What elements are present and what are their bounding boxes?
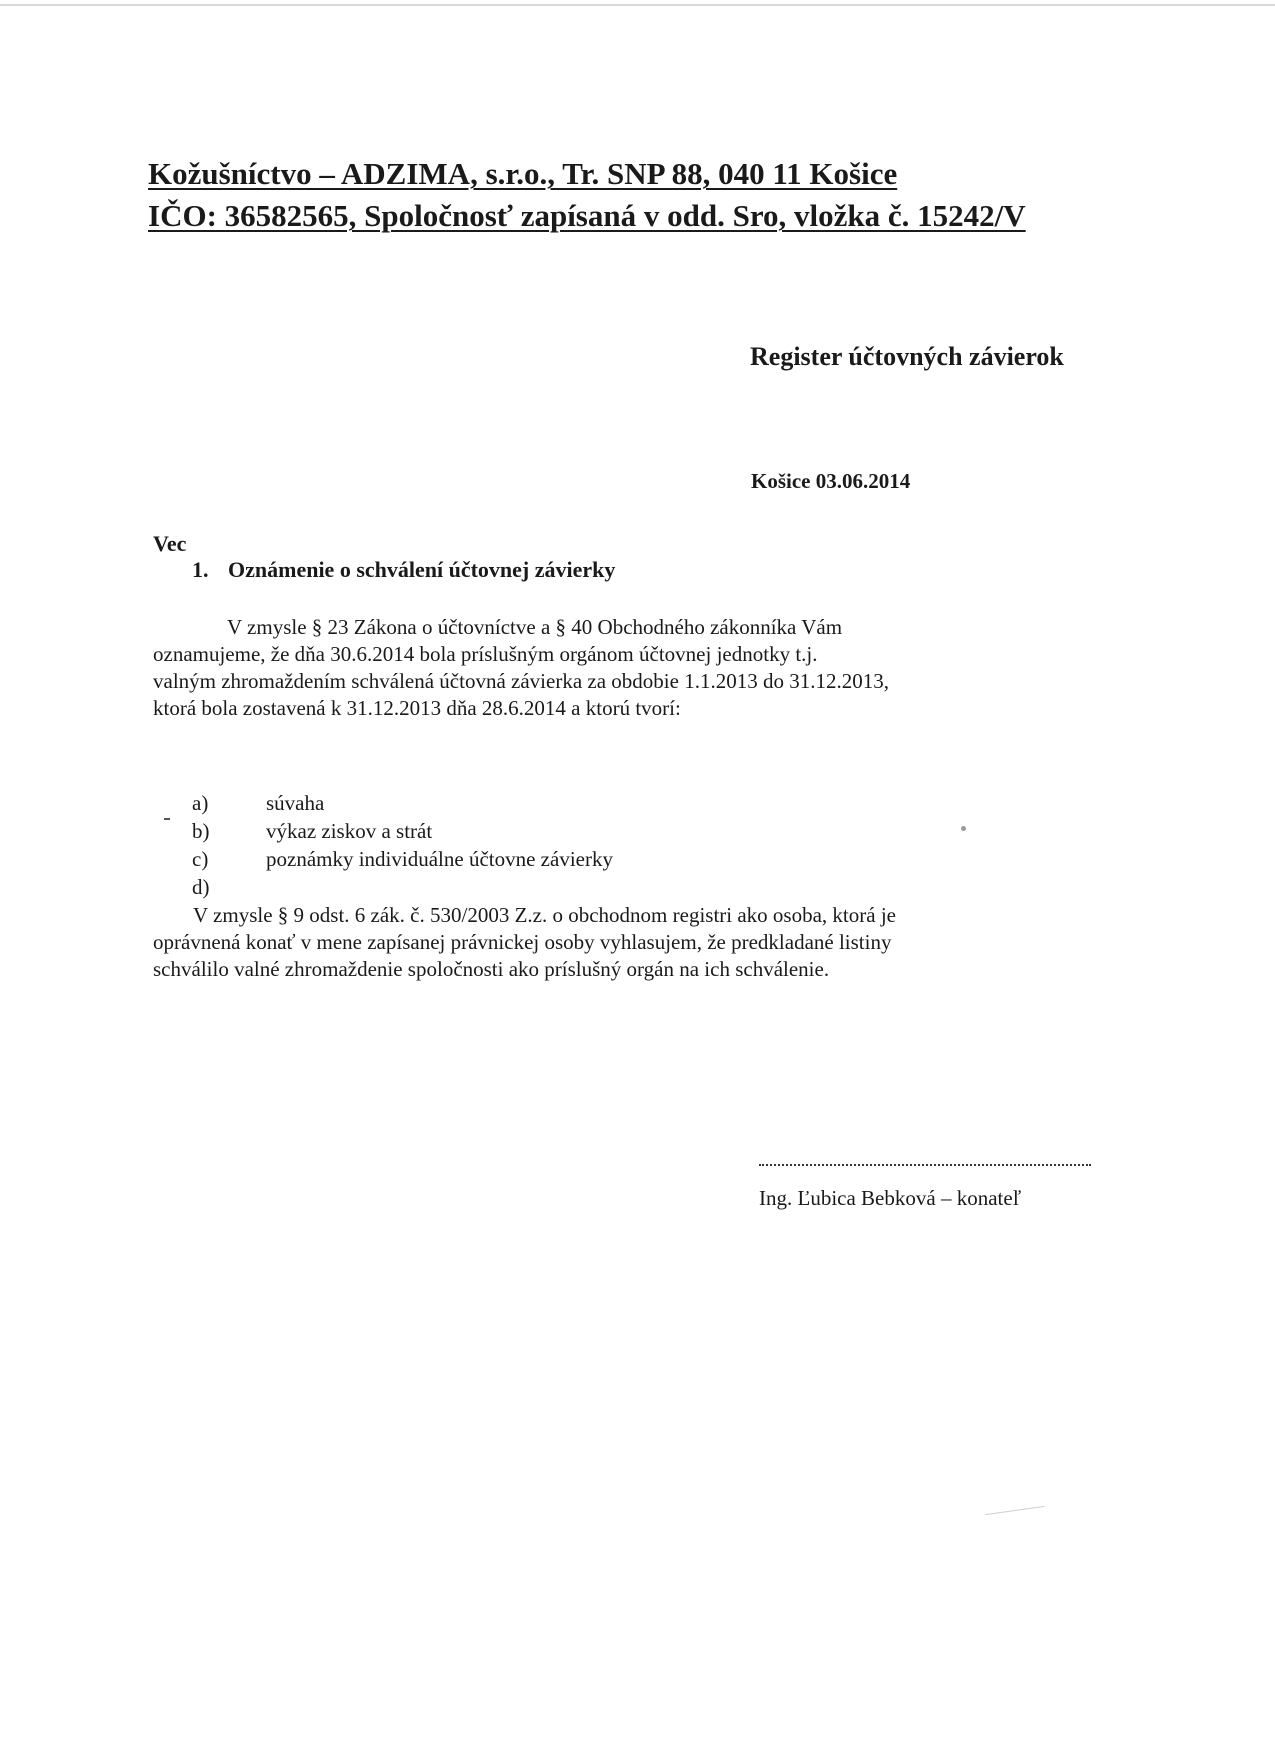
list-item-marker: c) [192, 847, 209, 871]
signature-line [759, 1164, 1091, 1166]
signatory-name: Ing. Ľubica Bebková – konateľ [759, 1186, 1022, 1210]
company-header-line-1: Kožušníctvo – ADZIMA, s.r.o., Tr. SNP 88, 040 11 Košice [148, 156, 898, 191]
company-header-line-2: IČO: 36582565, Spoločnosť zapísaná v odd. Sro, vložka č. 15242/V [148, 198, 1026, 233]
subject-line [192, 557, 615, 583]
list-item [192, 817, 613, 845]
declaration-line-2: oprávnená konať v mene zapísanej právnickej osoby vyhlasujem, že predkladané listiny [153, 930, 892, 954]
notice-line-1: V zmysle § 23 Zákona o účtovníctve a § 40 Obchodného zákonníka Vám [227, 615, 843, 639]
subject-label: Vec [153, 531, 187, 556]
notice-paragraph [153, 614, 889, 722]
list-item [192, 789, 613, 817]
list-item-text: poznámky individuálne účtovne závierky [266, 847, 613, 871]
list-item-marker: d) [192, 875, 210, 899]
declaration-paragraph [153, 902, 896, 983]
list-item-marker: b) [192, 819, 210, 843]
list-item-marker: a) [192, 791, 209, 815]
scan-stray-mark [985, 1506, 1045, 1515]
recipient-title: Register účtovných závierok [750, 342, 1064, 371]
notice-line-4: ktorá bola zostavená k 31.12.2013 dňa 28.6.2014 a ktorú tvorí: [153, 696, 681, 720]
list-item-text: súvaha [266, 791, 325, 815]
list-item [192, 873, 613, 901]
declaration-line-1: V zmysle § 9 odst. 6 zák. č. 530/2003 Z.z. o obchodnom registri ako osoba, ktorá je [193, 903, 896, 927]
notice-line-3: valným zhromaždením schválená účtovná závierka za obdobie 1.1.2013 do 31.12.2013, [153, 669, 889, 693]
handwritten-dash-mark [164, 818, 170, 820]
scan-speck [961, 826, 966, 831]
list-item [192, 845, 613, 873]
statement-components-list [192, 789, 613, 901]
place-and-date: Košice 03.06.2014 [751, 469, 911, 493]
declaration-line-3: schválilo valné zhromaždenie spoločnosti ako príslušný orgán na ich schválenie. [153, 957, 830, 981]
scan-edge-line [0, 4, 1275, 6]
subject-text: Oznámenie o schválení účtovnej závierky [228, 557, 616, 582]
company-header [148, 153, 1026, 237]
list-item-text: výkaz ziskov a strát [266, 819, 433, 843]
subject-number: 1. [192, 557, 209, 582]
notice-line-2: oznamujeme, že dňa 30.6.2014 bola príslušným orgánom účtovnej jednotky t.j. [153, 642, 818, 666]
